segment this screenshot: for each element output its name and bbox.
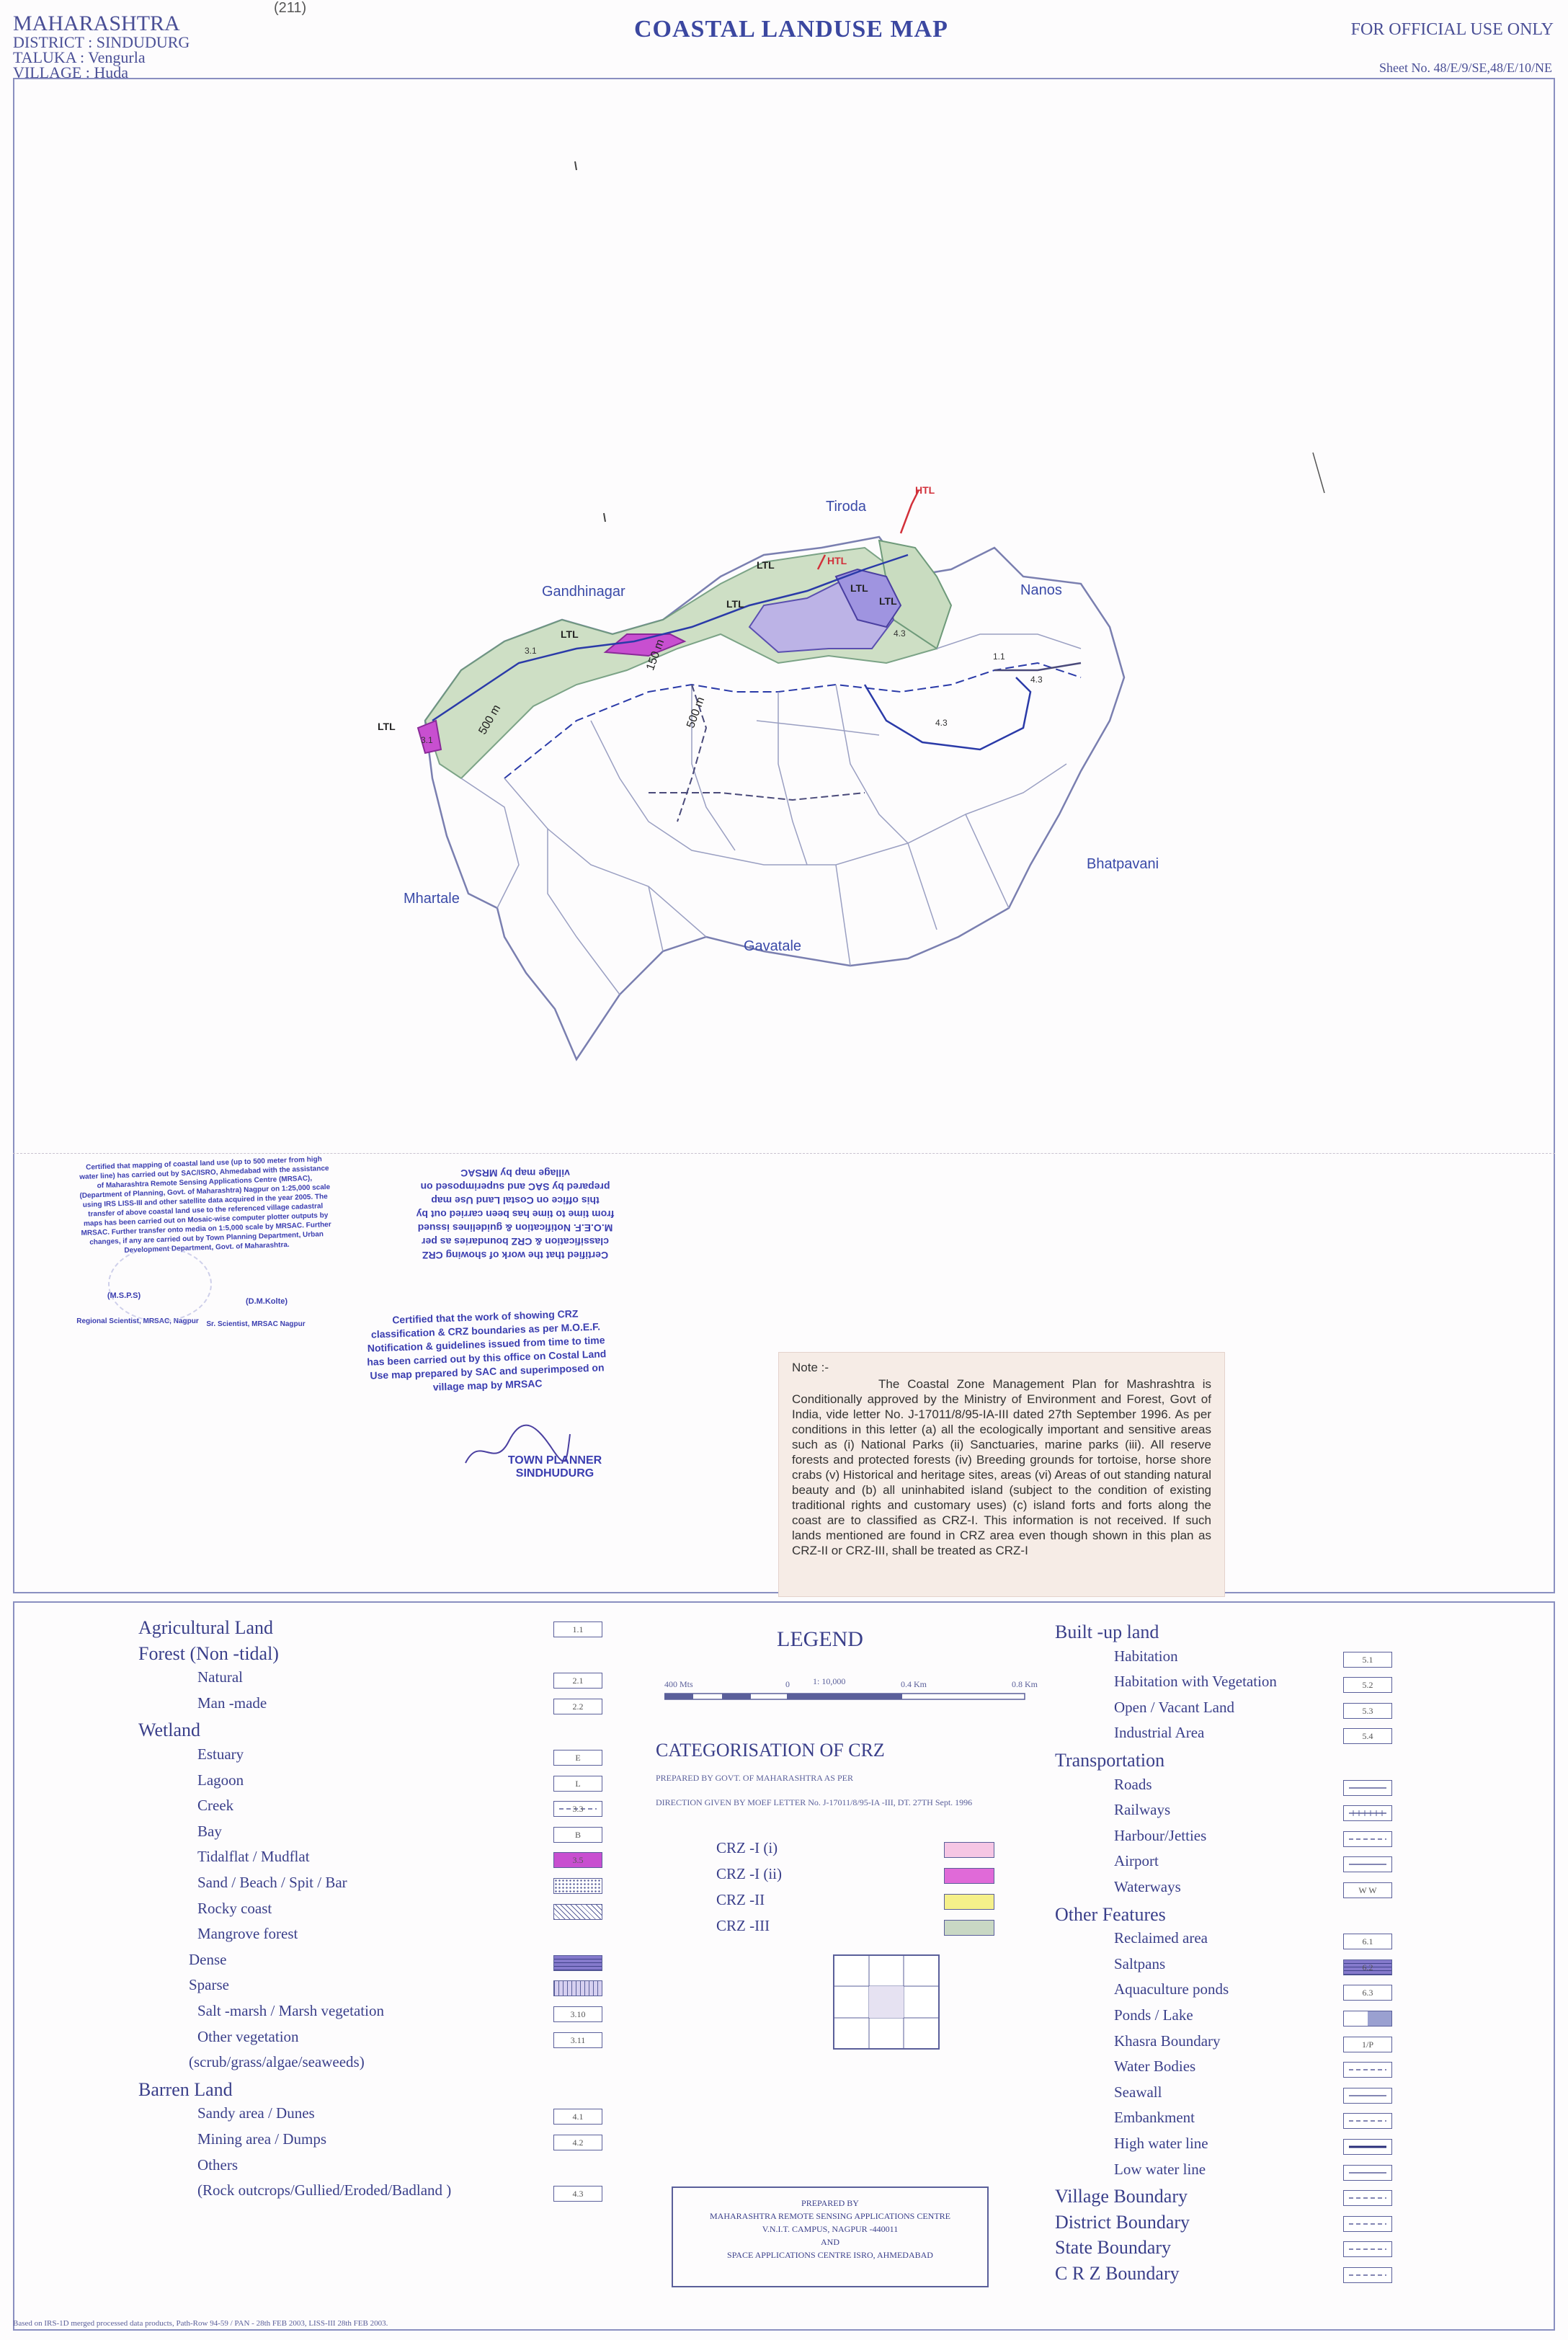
- legend-swatch: [1343, 1652, 1392, 1668]
- ltl-label-5: LTL: [850, 582, 868, 594]
- legend-swatch: [1343, 1728, 1392, 1744]
- htl-red-mark: [901, 490, 919, 533]
- sheet-index-grid: [833, 1954, 940, 2050]
- legend-item-label: C R Z Boundary: [1055, 2263, 1180, 2284]
- label-mhartale: Mhartale: [404, 891, 460, 907]
- legend-item-label: Water Bodies: [1114, 2057, 1196, 2076]
- legend-item-label: Forest (Non -tidal): [138, 1642, 279, 1664]
- signature-1: (M.S.P.S): [107, 1291, 141, 1300]
- label-bhatpavani: Bhatpavani: [1087, 856, 1159, 872]
- legend-swatch: [1343, 2139, 1392, 2155]
- legend-item-label: Harbour/Jetties: [1114, 1826, 1207, 1844]
- legend-item-label: (scrub/grass/algae/seaweeds): [189, 2053, 365, 2071]
- legend-item-label: Lagoon: [197, 1771, 244, 1789]
- legend-item-label: Sand / Beach / Spit / Bar: [197, 1874, 347, 1891]
- legend-swatch: [553, 1673, 602, 1689]
- htl-label: HTL: [915, 484, 935, 496]
- legend-swatch: [1343, 2216, 1392, 2232]
- legend-item-label: Aquaculture ponds: [1114, 1980, 1229, 1998]
- legend-item-label: (Rock outcrops/Gullied/Eroded/Badland ): [197, 2181, 452, 2199]
- legend-item-label: Railways: [1114, 1801, 1171, 1819]
- legend-item-label: Waterways: [1114, 1878, 1181, 1895]
- crz-color-swatch: [944, 1894, 994, 1910]
- legend-swatch: [553, 1750, 602, 1766]
- legend-swatch: [553, 1904, 602, 1920]
- legend-swatch: [553, 2032, 602, 2048]
- legend-swatch-code: 2.2: [572, 1701, 584, 1712]
- legend-swatch: [553, 1980, 602, 1996]
- legend-swatch-code: 4.1: [572, 2112, 584, 2122]
- legend-swatch-code: 6.1: [1362, 1936, 1373, 1947]
- legend-item-label: Tidalflat / Mudflat: [197, 1848, 310, 1866]
- parcel-code: 3.1: [421, 735, 433, 745]
- legend-swatch: [1343, 2165, 1392, 2181]
- town-planner-place: SINDHUDURG: [515, 1467, 594, 1480]
- legend-item-label: Ponds / Lake: [1114, 2006, 1193, 2024]
- ltl-label-3: LTL: [757, 559, 775, 571]
- legend-swatch-code: B: [574, 1829, 581, 1840]
- legend-item-label: Roads: [1114, 1775, 1152, 1793]
- legend-item-label: Dense: [189, 1950, 227, 1968]
- legend-title: LEGEND: [777, 1627, 863, 1651]
- legend-swatch-code: 1/P: [1361, 2039, 1373, 2050]
- legend-item-label: Transportation: [1055, 1750, 1165, 1771]
- legend-item-label: Village Boundary: [1055, 2186, 1188, 2207]
- scale-ratio: 1: 10,000: [813, 1676, 846, 1686]
- legend-item-label: Mining area / Dumps: [197, 2130, 327, 2148]
- state-name: MAHARASHTRA: [13, 12, 180, 35]
- legend-swatch: [1343, 2190, 1392, 2206]
- crz-item-label: CRZ -II: [716, 1891, 765, 1908]
- crz-certification-stamp-inverted: [411, 1166, 620, 1262]
- legend-swatch: [1343, 1985, 1392, 2001]
- legend-swatch-code: W W: [1358, 1885, 1377, 1895]
- legend-item-label: Barren Land: [138, 2078, 233, 2100]
- legend-item-label: Agricultural Land: [138, 1617, 273, 1638]
- parcel-code: 4.3: [894, 628, 906, 639]
- legend-swatch: [553, 2186, 602, 2202]
- note-heading: Note :-: [792, 1361, 829, 1374]
- legend-swatch-code: 5.2: [1362, 1680, 1373, 1691]
- nanos-creek: [865, 677, 1030, 749]
- crz-certification-stamp: Certified that the work of showing CRZ classification & CRZ boundaries as per M.O.E.F. Notification & guidelines issued from time to time has been carried out by this office on Costal Land Use map prepared by SAC and superimposed on village map by MRSAC: [367, 1307, 607, 1393]
- crz-item-label: CRZ -III: [716, 1917, 770, 1934]
- legend-item-label: Other vegetation: [197, 2027, 299, 2045]
- legend-swatch: [553, 1699, 602, 1714]
- parcel-code: 4.3: [1030, 675, 1043, 685]
- legend-item-label: Mangrove forest: [197, 1925, 298, 1943]
- ltl-label-6: LTL: [879, 595, 897, 607]
- parcel-code: 4.3: [935, 718, 948, 728]
- legend-swatch-code: 4.3: [572, 2189, 584, 2199]
- legend-item-label: Sparse: [189, 1976, 229, 1994]
- legend-item-label: Bay: [197, 1822, 222, 1840]
- legend-item-label: Reclaimed area: [1114, 1929, 1208, 1947]
- note-box: [778, 1352, 1225, 1597]
- village-name: VILLAGE : Huda: [13, 63, 129, 81]
- legend-swatch-code: 6.3: [1362, 1988, 1373, 1998]
- legend-swatch-code: 3.11: [570, 2034, 586, 2045]
- legend-swatch-code: E: [575, 1753, 581, 1763]
- legend-swatch: [553, 1621, 602, 1637]
- legend-item-label: Estuary: [197, 1745, 244, 1763]
- distance-label-150: 150 m: [644, 638, 667, 672]
- legend-item-label: Habitation with Vegetation: [1114, 1673, 1277, 1691]
- legend-swatch: [1343, 1780, 1392, 1796]
- legend-swatch-code: 3.3: [572, 1804, 584, 1815]
- legend-item-label: Embankment: [1114, 2109, 1195, 2127]
- taluka-name: TALUKA : Vengurla: [13, 48, 146, 66]
- legend-item-label: State Boundary: [1055, 2237, 1172, 2259]
- ltl-label-4: LTL: [726, 598, 744, 610]
- prepared-and: AND: [821, 2237, 839, 2247]
- town-planner-title: TOWN PLANNER: [507, 1454, 602, 1467]
- parcel-code: 1.1: [993, 651, 1005, 662]
- legend-swatch-code: 5.1: [1362, 1654, 1373, 1665]
- legend-item-label: Low water line: [1114, 2160, 1206, 2178]
- scale-right-label: 0.8 Km: [1012, 1679, 1038, 1689]
- legend-swatch-code: 2.1: [572, 1676, 584, 1686]
- legend-swatch: [1343, 1856, 1392, 1872]
- legend-swatch-code: L: [575, 1778, 581, 1789]
- label-gavatale: Gavatale: [744, 938, 802, 954]
- prepared-org: MAHARASHTRA REMOTE SENSING APPLICATIONS CENTRE: [709, 2211, 951, 2221]
- legend-item-label: Natural: [197, 1668, 243, 1686]
- legend-swatch: [553, 1827, 602, 1843]
- legend-swatch-code: 5.3: [1362, 1705, 1373, 1716]
- signature-role-2: Sr. Scientist, MRSAC Nagpur: [206, 1320, 306, 1328]
- legend-item-label: Others: [197, 2156, 238, 2174]
- note-body: The Coastal Zone Management Plan for Mashrashtra is Conditionally approved by the Ministry of Environment and Forest, Govt of India, vide letter No. J-17011/8/95-IA-III dated 27th September 1996. As per conditions in this letter (a) all the ecologically important and sensitive areas such as (i) National Parks (ii) Sanctuaries, marine parks (iii). All reserve forests and protected forests (iv) Breeding grounds for tortoise, horse shore crabs (v) Historical and heritage sites, areas (vi) Areas of out standing natural beauty and (b) all uninhabited island (subject to the condition of existing traditional rights and customary uses) (c) island forts and forts along the coast are to classified as CRZ-I. This information is not received. If such lands mentioned are found in CRZ area even though shown in this plan as CRZ-II or CRZ-III, shall be treated as CRZ-I: [792, 1377, 1211, 1557]
- legend-swatch: [1343, 1805, 1392, 1821]
- scale-zero-label: 0: [785, 1679, 790, 1689]
- legend-swatch: [1343, 2267, 1392, 2283]
- stray-mark-3: [575, 161, 576, 170]
- crz-item-label: CRZ -I (ii): [716, 1865, 782, 1882]
- legend-swatch: [553, 1801, 602, 1817]
- htl-label-2: HTL: [827, 555, 847, 566]
- official-use-label: FOR OFFICIAL USE ONLY: [1350, 20, 1554, 39]
- footer-note: Based on IRS-1D merged processed data products, Path-Row 94-59 / PAN - 28th FEB 2003, LISS-III 28th FEB 2003.: [13, 2319, 388, 2328]
- crz-boundary-line-3: [994, 663, 1081, 670]
- sheet-mark: (211): [274, 0, 307, 16]
- crz-stamp-inverted-text: Certified that the work of showing CRZ classification & CRZ boundaries as per M.O.E.F. Notification & guidelines issued from time to time has been carried out by this office on Costal Land Use map prepared by SAC and superimposed on village map by MRSAC: [416, 1167, 615, 1261]
- legend-swatch: [1343, 1703, 1392, 1719]
- distance-label-500: 500 m: [685, 695, 708, 730]
- legend-swatch-code: 4.2: [572, 2137, 584, 2148]
- legend-item-label: Rocky coast: [197, 1899, 272, 1917]
- legend-item-label: Habitation: [1114, 1647, 1178, 1665]
- legend-swatch: [553, 2006, 602, 2022]
- legend-item-label: Saltpans: [1114, 1954, 1166, 1972]
- legend-item-label: Industrial Area: [1114, 1724, 1205, 1742]
- legend-item-label: Open / Vacant Land: [1114, 1698, 1234, 1716]
- town-planner-signature: [458, 1420, 574, 1477]
- legend-swatch: [1343, 2113, 1392, 2129]
- legend-swatch: [553, 1878, 602, 1894]
- legend-item-label: Wetland: [138, 1720, 200, 1741]
- legend-item-label: Seawall: [1114, 2083, 1162, 2101]
- legend-item-label: Khasra Boundary: [1114, 2032, 1221, 2050]
- legend-item-label: District Boundary: [1055, 2211, 1190, 2233]
- crz-prepared: PREPARED BY GOVT. OF MAHARASHTRA AS PER: [656, 1773, 853, 1783]
- crz-direction: DIRECTION GIVEN BY MOEF LETTER No. J-17011/8/95-IA -III, DT. 27TH Sept. 1996: [656, 1797, 973, 1807]
- legend-item-label: Other Features: [1055, 1903, 1166, 1925]
- crz-heading: CATEGORISATION OF CRZ: [656, 1740, 885, 1761]
- legend-swatch: [553, 1852, 602, 1868]
- crz-color-swatch: [944, 1868, 994, 1884]
- parcel-code: 3.1: [525, 646, 537, 656]
- legend-swatch-code: 5.4: [1362, 1731, 1373, 1742]
- legend-swatch-code: 6.2: [1362, 1962, 1373, 1972]
- legend-swatch: [1343, 1831, 1392, 1847]
- sheet-number: Sheet No. 48/E/9/SE,48/E/10/NE: [1379, 61, 1552, 75]
- crz-item-label: CRZ -I (i): [716, 1839, 778, 1856]
- legend-item-label: Built -up land: [1055, 1621, 1159, 1642]
- legend-swatch: [1343, 1934, 1392, 1949]
- legend-swatch: [1343, 2241, 1392, 2257]
- stray-mark: [1313, 453, 1324, 493]
- legend-swatch: [1343, 2088, 1392, 2104]
- legend-item-label: Man -made: [197, 1694, 267, 1712]
- prepared-sac: SPACE APPLICATIONS CENTRE ISRO, AHMEDABAD: [727, 2250, 933, 2260]
- legend-item-label: High water line: [1114, 2135, 1208, 2152]
- legend-swatch: [553, 2135, 602, 2150]
- legend-swatch: [553, 2109, 602, 2125]
- ltl-label: LTL: [378, 721, 396, 732]
- round-seal: [108, 1247, 212, 1322]
- legend-swatch: [1343, 2062, 1392, 2078]
- map-title: COASTAL LANDUSE MAP: [634, 16, 948, 43]
- legend-swatch: [1343, 1882, 1392, 1898]
- crz-boundary-line-2: [649, 793, 865, 800]
- legend-swatch: [1343, 2011, 1392, 2027]
- district-name: DISTRICT : SINDUDURG: [13, 33, 190, 51]
- signature-2: (D.M.Kolte): [245, 1297, 288, 1306]
- legend-swatch-code: 3.5: [572, 1855, 584, 1866]
- prepared-heading: PREPARED BY: [801, 2198, 859, 2208]
- prepared-address: V.N.I.T. CAMPUS, NAGPUR -440011: [762, 2224, 899, 2234]
- legend-swatch: [1343, 1677, 1392, 1693]
- label-tiroda: Tiroda: [826, 499, 866, 515]
- crz-color-swatch: [944, 1842, 994, 1858]
- legend-item-label: Sandy area / Dunes: [197, 2104, 315, 2122]
- sac-certification-stamp: Certified that mapping of coastal land use (up to 500 meter from high water line) has carried out by SAC/ISRO, Ahmedabad with the assistance of Maharashtra Remote Sensing Applications Centre (MRSAC), (Department of Planning, Govt. of Maharashtra) Nagpur on 1:25,000 scale using IRS LISS-III and other satellite data acquired in the year 2005. The transfer of above coastal land use to the referenced village cadastral maps has been carried out on Mosaic-wise computer plotter outputs by MRSAC. Further transfer onto media on 1:5,000 scale by MRSAC. Further changes, if any are carried out by Town Planning Department, Urban Development Department, Govt. of Maharashtra.: [79, 1155, 331, 1255]
- signature-role-1: Regional Scientist, MRSAC, Nagpur: [76, 1317, 199, 1325]
- legend-item-label: Airport: [1114, 1852, 1159, 1870]
- legend-swatch: [553, 1776, 602, 1792]
- distance-label-500-west: 500 m: [476, 703, 504, 737]
- legend-swatch: [1343, 1959, 1392, 1975]
- ltl-label-2: LTL: [561, 628, 579, 640]
- legend-item-label: Creek: [197, 1797, 234, 1815]
- legend-swatch: [1343, 2037, 1392, 2052]
- scale-bar: [664, 1691, 1039, 1704]
- crz-color-swatch: [944, 1920, 994, 1936]
- label-nanos: Nanos: [1020, 582, 1062, 598]
- legend-item-label: Salt -marsh / Marsh vegetation: [197, 2002, 384, 2019]
- legend-swatch-code: 1.1: [572, 1624, 584, 1634]
- scale-left-label: 400 Mts: [664, 1679, 693, 1689]
- label-gandhinagar: Gandhinagar: [542, 584, 625, 600]
- stray-mark-2: [604, 513, 605, 522]
- legend-swatch-code: 3.10: [570, 2009, 586, 2019]
- scale-mid-label: 0.4 Km: [901, 1679, 927, 1689]
- prepared-by-box: [672, 2186, 989, 2287]
- legend-swatch: [553, 1955, 602, 1971]
